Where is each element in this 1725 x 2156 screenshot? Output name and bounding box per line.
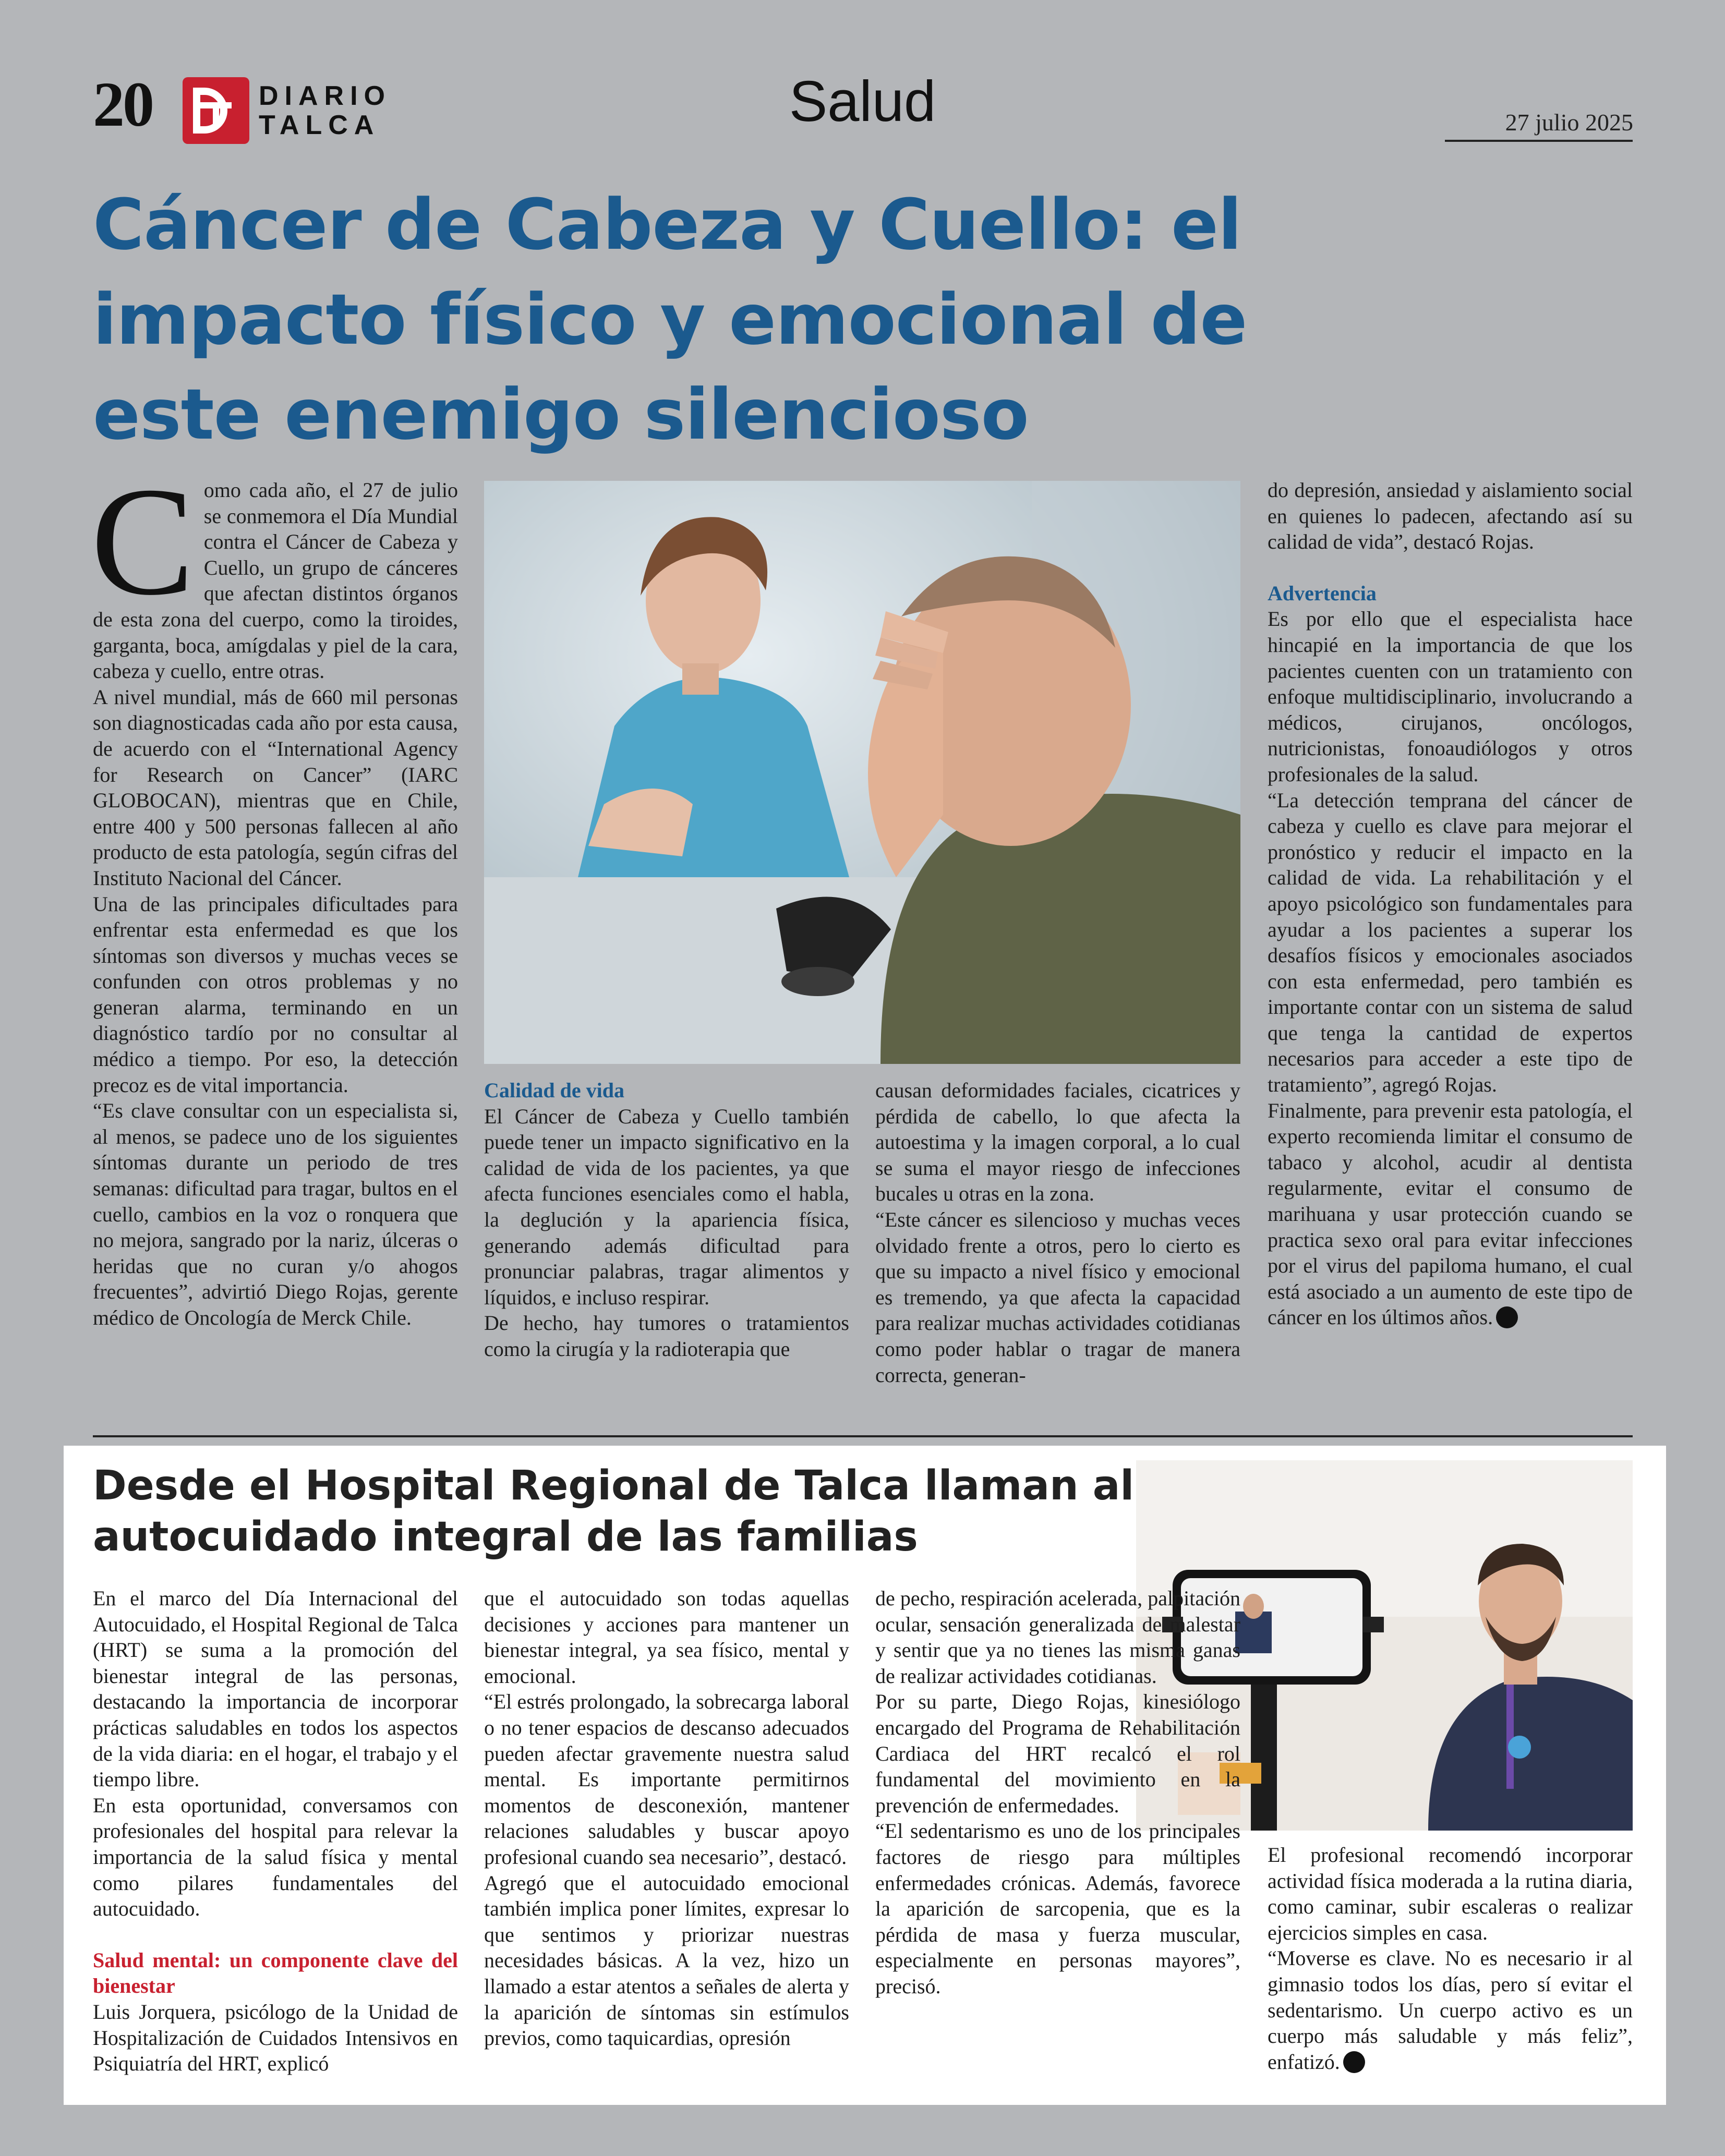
date-underline [1445, 140, 1633, 142]
paragraph: Agregó que el autocuidado emocional también implica poner límites, expresar lo que sentimos y priorizar nuestras necesidades básicas. A la vez, hizo un llamado a estar atentos a señales de alerta y la aparición de síntomas sin estímulos previos, como taquicardias, opresión [484, 1871, 849, 2050]
subhead-salud-mental: Salud mental: un componente clave del bienestar [93, 1948, 458, 1998]
subhead-calidad-de-vida: Calidad de vida [484, 1079, 624, 1102]
paragraph: A nivel mundial, más de 660 mil personas son diagnosticadas cada año por esta causa, de acuerdo con el “International Agency for Research on Cancer” (IARC GLOBOCAN), mientras que en Chile, entre 400 y 500 personas fallecen al año producto de esta patología, según cifras del Instituto Nacional del Cáncer. [93, 685, 458, 890]
paragraph: En esta oportunidad, conversamos con profesionales del hospital para relevar la importancia de la salud física y mental como pilares fundamentales del autocuidado. [93, 1793, 458, 1921]
paragraph: Luis Jorquera, psicólogo de la Unidad de Hospitalización de Cuidados Intensivos en Psiquiatría del HRT, explicó [93, 2000, 458, 2076]
paragraph: “Este cáncer es silencioso y muchas veces olvidado frente a otros, pero lo cierto es que su impacto a nivel físico y emocional es tremendo, ya que afecta la capacidad para realizar muchas actividades cotidianas como poder hablar o tragar de manera correcta, generan- [875, 1207, 1240, 1387]
paragraph: do depresión, ansiedad y aislamiento social en quienes lo padecen, afectando así su calidad de vida”, destacó Rojas. [1268, 478, 1633, 554]
end-of-article-icon [1496, 1306, 1518, 1328]
paragraph-with-endmark [1268, 1098, 1633, 1330]
paragraph: Es por ello que el especialista hace hincapié en la importancia de que los pacientes cuenten con un tratamiento con enfoque multidisciplinario, involucrando a médicos, cirujanos, oncólogos, nutricionistas, fonoaudiólogos y otros profesionales de la salud. [1268, 607, 1633, 786]
article-2-column-2 [484, 1585, 849, 2051]
paragraph: “Es clave consultar con un especialista si, al menos, se padece uno de los siguientes síntomas durante un periodo de tres semanas: dificultad para tragar, bultos en el cuello, cambios en la voz o ronquera que no mejora, sangrado por la nariz, úlceras o heridas que no curan y/o ahogos frecuentes”, advirtió Diego Rojas, gerente médico de Oncología de Merck Chile. [93, 1099, 458, 1329]
paragraph: que el autocuidado son todas aquellas decisiones y acciones para mantener un bienestar integral, ya sea físico, mental y emocional. [484, 1586, 849, 1688]
subhead-advertencia: Advertencia [1268, 581, 1377, 605]
article-2-column-4 [1268, 1842, 1633, 2075]
article-1-column-1 [91, 455, 458, 1331]
paragraph-text: Finalmente, para prevenir esta patología, el experto recomienda limitar el consumo de tabaco y alcohol, acudir al dentista regularmente, evitar el consumo de marihuana y usar protección cuando se practica sexo oral para evitar infecciones por el virus del papiloma humano, el cual está asociado a un aumento de este tipo de cáncer en los últimos años. [1268, 1098, 1633, 1329]
paragraph: De hecho, hay tumores o tratamientos como la cirugía y la radioterapia que [484, 1311, 849, 1361]
paragraph: “El sedentarismo es uno de los principales factores de riesgo para múltiples enfermedades crónicas. Además, favorece la aparición de sarcopenia, que es la pérdida de masa y fuerza muscular, especialmente en personas mayores”, precisó. [875, 1819, 1240, 1998]
section-title: Salud [789, 69, 936, 134]
spacer [1268, 555, 1633, 580]
paragraph: El profesional recomendó incorporar actividad física moderada a la rutina diaria, como caminar, subir escaleras o realizar ejercicios simples en casa. [1268, 1843, 1633, 1944]
paragraph-with-endmark [1268, 1945, 1633, 2075]
paragraph: “El estrés prolongado, la sobrecarga laboral o no tener espacios de descanso adecuados pueden afectar gravemente nuestra salud mental. Es importante permitirnos momentos de desconexión, mantener relaciones saludables y buscar apoyo profesional cuando sea necesario”, destacó. [484, 1690, 849, 1869]
paragraph: Por su parte, Diego Rojas, kinesiólogo encargado del Programa de Rehabilitación Cardiaca del HRT recalcó el rol fundamental del movimiento en la prevención de enfermedades. [875, 1690, 1240, 1817]
paragraph: El Cáncer de Cabeza y Cuello también puede tener un impacto significativo en la calidad de vida de los pacientes, ya que afecta funciones esenciales como el habla, la deglución y la apariencia física, generando además dificultad para pronunciar palabras, tragar alimentos y líquidos, e incluso respirar. [484, 1104, 849, 1309]
article-1-column-4 [1268, 477, 1633, 1330]
paragraph: causan deformidades faciales, cicatrices y pérdida de cabello, lo que afecta la autoestima y la imagen corporal, a lo cual se suma el mayor riesgo de infecciones bucales u otras en la zona. [875, 1079, 1240, 1206]
drop-cap: C [91, 455, 195, 627]
article-2-column-3 [875, 1585, 1240, 2000]
paragraph: “La detección temprana del cáncer de cabeza y cuello es clave para mejorar el pronóstico y reducir el impacto en la calidad de vida. La rehabilitación y el apoyo psicológico son fundamentales para ayudar a los pacientes a superar los desafíos físicos y emocionales asociados con esta enfermedad, pero también es importante contar con un sistema de salud que tenga la cantidad de expertos necesarios para acceder a este tipo de tratamiento”, agregó Rojas. [1268, 788, 1633, 1097]
article-divider [93, 1435, 1633, 1437]
end-of-article-icon [1343, 2051, 1365, 2073]
logo-line-1: DIARIO [259, 81, 391, 111]
article-1-column-3 [875, 1077, 1240, 1388]
article-1-column-2 [484, 1077, 849, 1362]
article-2-column-1 [93, 1585, 458, 2077]
paragraph: En el marco del Día Internacional del Autocuidado, el Hospital Regional de Talca (HRT) se suma a la promoción del bienestar integral de las personas, destacando la importancia de incorporar prácticas saludables en todos los aspectos de la vida diaria: en el hogar, el trabajo y el tiempo libre. [93, 1586, 458, 1791]
paragraph-text: “Moverse es clave. No es necesario ir al gimnasio todos los días, pero sí evitar el sedentarismo. Un cuerpo activo es un cuerpo más saludable y más feliz”, enfatizó. [1268, 1946, 1633, 2074]
article-1-headline: Cáncer de Cabeza y Cuello: el impacto físico y emocional de este enemigo silencioso [93, 184, 1247, 455]
issue-date: 27 julio 2025 [1505, 109, 1633, 136]
logo-line-2: TALCA [259, 110, 380, 140]
paragraph: Una de las principales dificultades para enfrentar esta enfermedad es que los síntomas son diversos y muchas veces se confunden con otros problemas y no generan alarma, terminando en un diagnóstico tardío por no consultar al médico a tiempo. Por eso, la detección precoz es de vital importancia. [93, 892, 458, 1097]
paragraph: de pecho, respiración acelerada, palpitación ocular, sensación generalizada de malestar y sentir que ya no tienes las misma ganas de realizar actividades cotidianas. [875, 1586, 1240, 1688]
spacer [93, 1922, 458, 1947]
photo-illustration [484, 481, 1240, 1064]
patient-with-doctor-photo [484, 481, 1240, 1064]
article-2-headline: Desde el Hospital Regional de Talca llaman al autocuidado integral de las familias [93, 1462, 1135, 1560]
page-number: 20 [93, 69, 152, 140]
paragraph: omo cada año, el 27 de julio se conmemora el Día Mundial contra el Cáncer de Cabeza y Cuello, un grupo de cánceres que afectan distintos órganos de esta zona del cuerpo, como la tiroides, garganta, boca, amígdalas y piel de la cara, cabeza y cuello, entre otras. [93, 478, 458, 683]
